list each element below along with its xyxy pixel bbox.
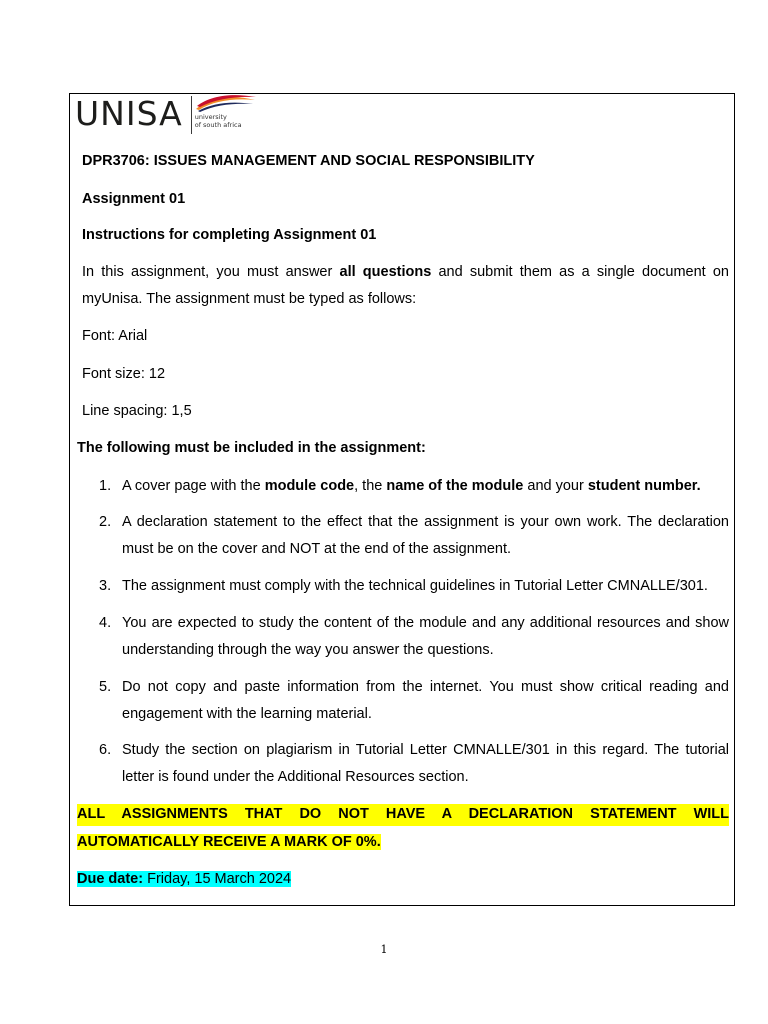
module-title: DPR3706: ISSUES MANAGEMENT AND SOCIAL RESPONSIBILITY <box>82 153 535 169</box>
list-number: 4. <box>99 615 112 631</box>
list-item-3-line-1: The assignment must comply with the technical guidelines in Tutorial Letter CMNALLE/301. <box>122 578 708 594</box>
list-item-5-line-1: Do not copy and paste information from the internet. You must show critical reading and <box>122 679 729 695</box>
logo-subline-2: of south africa <box>194 121 242 129</box>
format-font-size: Font size: 12 <box>82 366 166 382</box>
page-number: 1 <box>380 943 388 956</box>
logo-subtitle <box>195 113 242 129</box>
list-item-2-line-2: must be on the cover and NOT at the end of the assignment. <box>122 541 512 557</box>
document-frame <box>69 93 735 906</box>
warning-line-2: AUTOMATICALLY RECEIVE A MARK OF 0%. <box>77 834 381 850</box>
due-date <box>77 869 291 889</box>
list-number: 2. <box>99 514 112 530</box>
logo-emblem <box>195 94 265 136</box>
logo-wordmark: UNISA <box>75 94 183 133</box>
logo-subline-1: university <box>194 113 227 121</box>
intro-line-1: In this assignment, you must answer all questions and submit them as a single document on <box>82 264 729 280</box>
list-item-2-line-1: A declaration statement to the effect that the assignment is your own work. The declaration <box>122 514 729 530</box>
list-item-1: A cover page with the module code, the name of the module and your student number. <box>122 478 701 494</box>
logo-swoosh-icon <box>195 94 257 112</box>
list-number: 1. <box>99 478 112 494</box>
list-item-4-line-1: You are expected to study the content of the module and any additional resources and show <box>122 615 729 631</box>
instructions-heading: Instructions for completing Assignment 01 <box>82 227 377 243</box>
list-item-6-line-1: Study the section on plagiarism in Tutorial Letter CMNALLE/301 in this regard. The tutorial <box>122 742 729 758</box>
warning-line-1: ALL ASSIGNMENTS THAT DO NOT HAVE A DECLARATION STATEMENT WILL <box>77 806 729 822</box>
included-heading: The following must be included in the assignment: <box>77 440 426 456</box>
format-font: Font: Arial <box>82 328 148 344</box>
intro-line-2: myUnisa. The assignment must be typed as follows: <box>82 291 417 307</box>
format-line-spacing: Line spacing: 1,5 <box>82 403 192 419</box>
list-item-5-line-2: engagement with the learning material. <box>122 706 372 722</box>
list-item-4-line-2: understanding through the way you answer the questions. <box>122 642 494 658</box>
list-number: 5. <box>99 679 112 695</box>
logo-divider <box>191 96 192 134</box>
assignment-heading: Assignment 01 <box>82 191 186 207</box>
list-number: 6. <box>99 742 112 758</box>
due-date-highlight: Due date: Friday, 15 March 2024 <box>77 871 292 887</box>
list-number: 3. <box>99 578 112 594</box>
list-item-6-line-2: letter is found under the Additional Resources section. <box>122 769 469 785</box>
unisa-logo <box>75 94 265 136</box>
